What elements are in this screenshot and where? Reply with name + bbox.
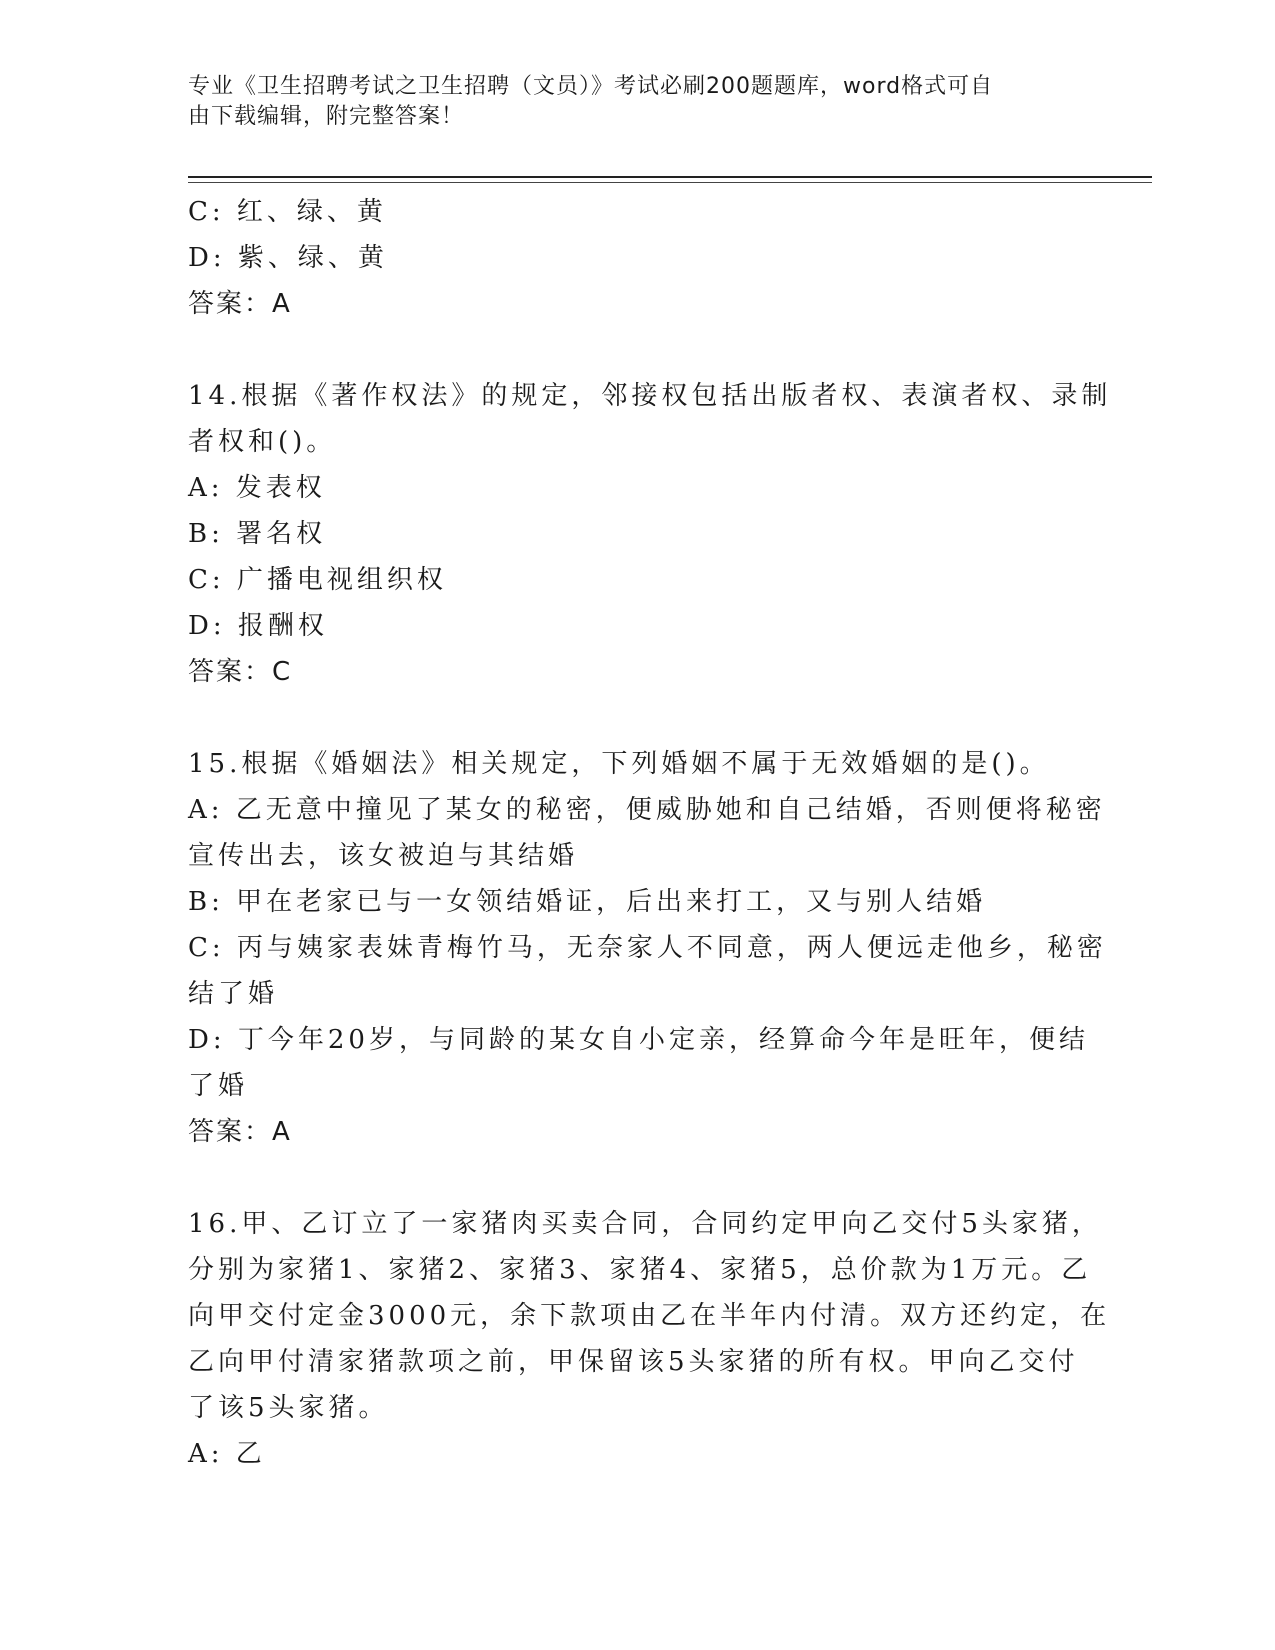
question-stem: 乙向甲付清家猪款项之前，甲保留该5头家猪的所有权。甲向乙交付 (188, 1347, 1079, 1377)
option-d: D: 紫、绿、黄 (188, 243, 388, 273)
header-divider-thin (188, 182, 1152, 183)
answer: 答案：C (188, 657, 293, 687)
question-13-tail (188, 189, 1078, 327)
option-b: B: 署名权 (188, 519, 327, 549)
document-body (188, 189, 1112, 1477)
spacer (188, 327, 1078, 373)
option-c-continued: 结了婚 (188, 979, 279, 1009)
answer: 答案：A (188, 1117, 292, 1147)
option-a: A: 乙 (188, 1439, 266, 1469)
question-16 (188, 1201, 1111, 1477)
question-15 (188, 741, 1107, 1155)
header-line-1: 专业《卫生招聘考试之卫生招聘（文员）》考试必刷200题题库，word格式可自 (188, 74, 994, 99)
option-c: C: 丙与姨家表妹青梅竹马，无奈家人不同意，两人便远走他乡，秘密 (188, 933, 1107, 963)
question-stem: 15.根据《婚姻法》相关规定，下列婚姻不属于无效婚姻的是()。 (188, 749, 1050, 779)
answer: 答案：A (188, 289, 292, 319)
question-stem: 者权和()。 (188, 427, 337, 457)
header-divider-thick (188, 176, 1152, 178)
question-stem: 向甲交付定金3000元，余下款项由乙在半年内付清。双方还约定，在 (188, 1301, 1111, 1331)
header-line-2: 由下载编辑，附完整答案！ (188, 104, 465, 129)
option-d-continued: 了婚 (188, 1071, 249, 1101)
option-d: D: 丁今年20岁，与同龄的某女自小定亲，经算命今年是旺年，便结 (188, 1025, 1089, 1055)
question-14 (188, 373, 1112, 695)
spacer (188, 695, 1078, 741)
spacer (188, 1155, 1078, 1201)
option-a-continued: 宣传出去，该女被迫与其结婚 (188, 841, 579, 871)
question-stem: 分别为家猪1、家猪2、家猪3、家猪4、家猪5，总价款为1万元。乙 (188, 1255, 1092, 1285)
option-c: C: 红、绿、黄 (188, 197, 387, 227)
question-stem: 14.根据《著作权法》的规定，邻接权包括出版者权、表演者权、录制 (188, 381, 1112, 411)
question-stem: 了该5头家猪。 (188, 1393, 389, 1423)
option-a: A: 发表权 (188, 473, 326, 503)
option-d: D: 报酬权 (188, 611, 328, 641)
option-a: A: 乙无意中撞见了某女的秘密，便威胁她和自己结婚，否则便将秘密 (188, 795, 1106, 825)
question-stem: 16.甲、乙订立了一家猪肉买卖合同，合同约定甲向乙交付5头家猪， (188, 1209, 1102, 1239)
option-b: B: 甲在老家已与一女领结婚证，后出来打工，又与别人结婚 (188, 887, 987, 917)
document-header (188, 72, 1068, 132)
option-c: C: 广播电视组织权 (188, 565, 447, 595)
